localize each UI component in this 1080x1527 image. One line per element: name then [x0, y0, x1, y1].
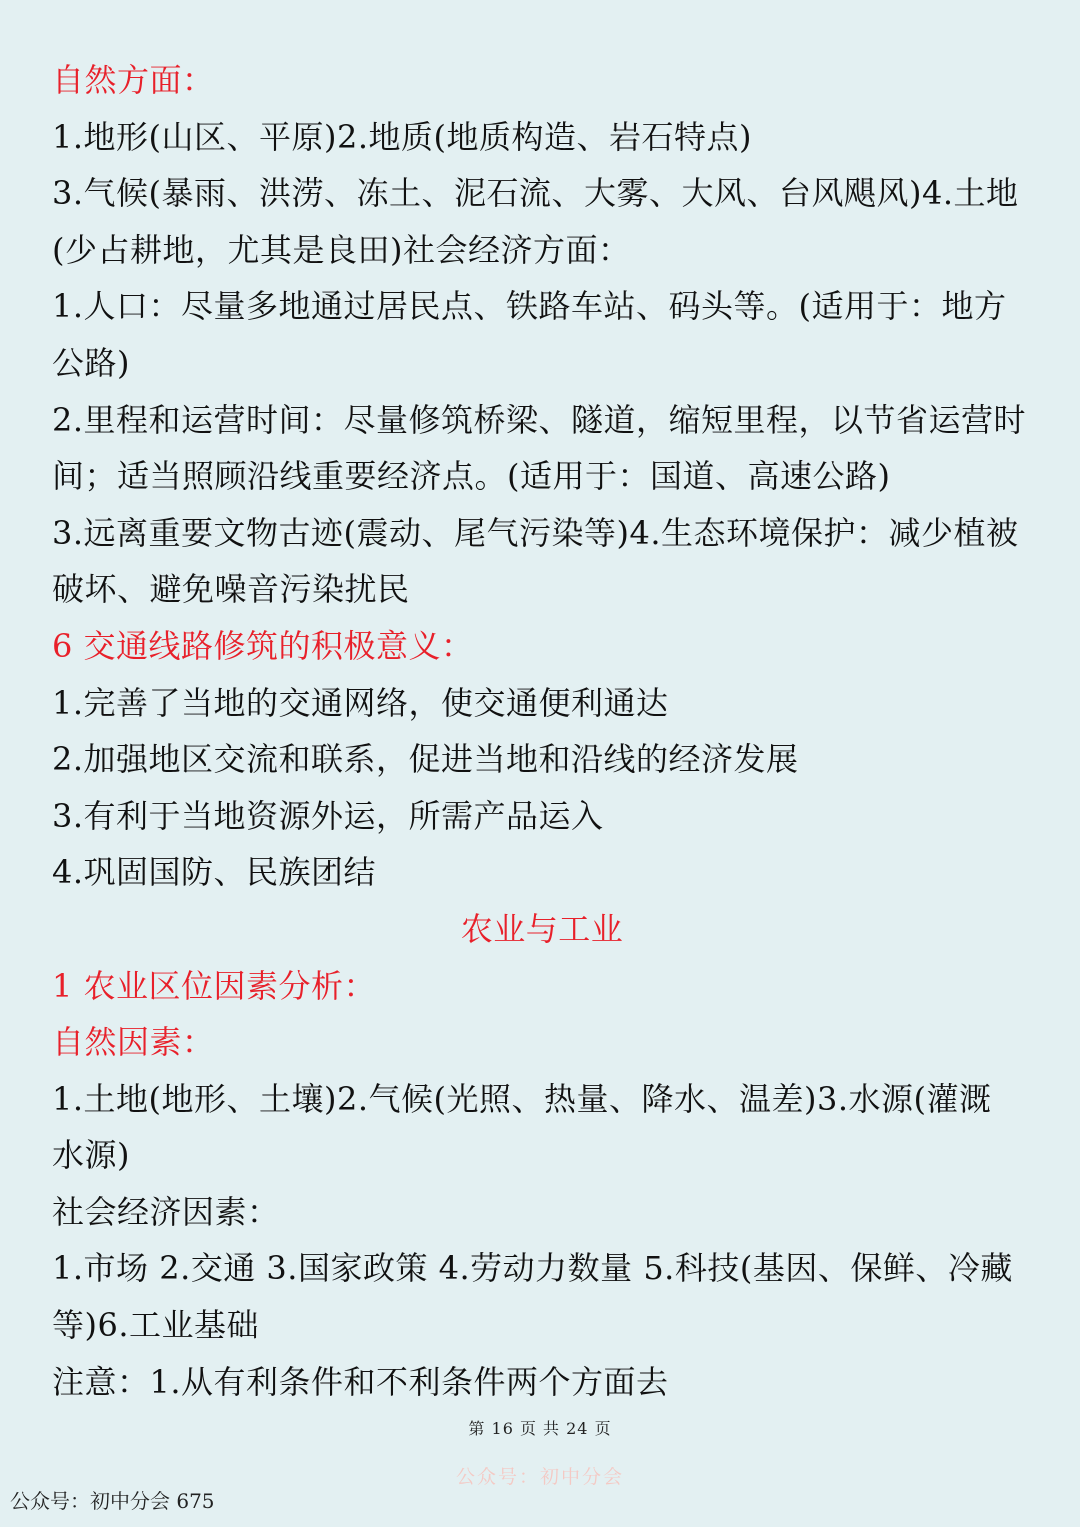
- text-line: 1.地形(山区、平原)2.地质(地质构造、岩石特点): [52, 117, 753, 156]
- text-line: 3.气候(暴雨、洪涝、冻土、泥石流、大雾、大风、台风飓风)4.土地: [52, 174, 1019, 213]
- text-line: (少占耕地，尤其是良田)社会经济方面：: [52, 230, 631, 269]
- text-line: 间；适当照顾沿线重要经济点。(适用于：国道、高速公路): [52, 457, 891, 496]
- footer-account-label: 公众号：初中分会 675: [10, 1489, 215, 1513]
- watermark-text: 公众号：初中分会: [455, 1466, 624, 1488]
- text-line: 3.有利于当地资源外运，所需产品运入: [52, 796, 604, 835]
- text-line: 破坏、避免噪音污染扰民: [52, 570, 410, 609]
- section-heading: 自然方面：: [52, 61, 215, 99]
- page-number: 第 16 页 共 24 页: [468, 1419, 612, 1438]
- text-line: 水源): [52, 1136, 130, 1175]
- section-heading: 1 农业区位因素分析：: [52, 966, 377, 1005]
- text-line: 3.远离重要文物古迹(震动、尾气污染等)4.生态环境保护：减少植被: [52, 513, 1019, 552]
- text-line: 4.巩固国防、民族团结: [52, 853, 377, 892]
- text-line: 注意：1.从有利条件和不利条件两个方面去: [52, 1362, 669, 1401]
- text-line: 公路): [52, 343, 130, 382]
- text-line: 2.加强地区交流和联系，促进当地和沿线的经济发展: [52, 740, 799, 779]
- text-line: 1.完善了当地的交通网络，使交通便利通达: [52, 683, 669, 722]
- text-line: 1.人口：尽量多地通过居民点、铁路车站、码头等。(适用于：地方: [52, 287, 1007, 326]
- text-line: 社会经济因素：: [52, 1192, 280, 1231]
- text-line: 1.市场 2.交通 3.国家政策 4.劳动力数量 5.科技(基因、保鲜、冷藏: [52, 1249, 1013, 1288]
- text-line: 1.土地(地形、土壤)2.气候(光照、热量、降水、温差)3.水源(灌溉: [52, 1079, 992, 1118]
- text-line: 2.里程和运营时间：尽量修筑桥梁、隧道，缩短里程，以节省运营时: [52, 400, 1027, 439]
- document-body: [52, 52, 1032, 1410]
- chapter-title: 农业与工业: [460, 909, 624, 948]
- text-line: 等)6.工业基础: [52, 1306, 260, 1345]
- section-heading: 6 交通线路修筑的积极意义：: [52, 626, 474, 665]
- section-heading: 自然因素：: [52, 1023, 215, 1062]
